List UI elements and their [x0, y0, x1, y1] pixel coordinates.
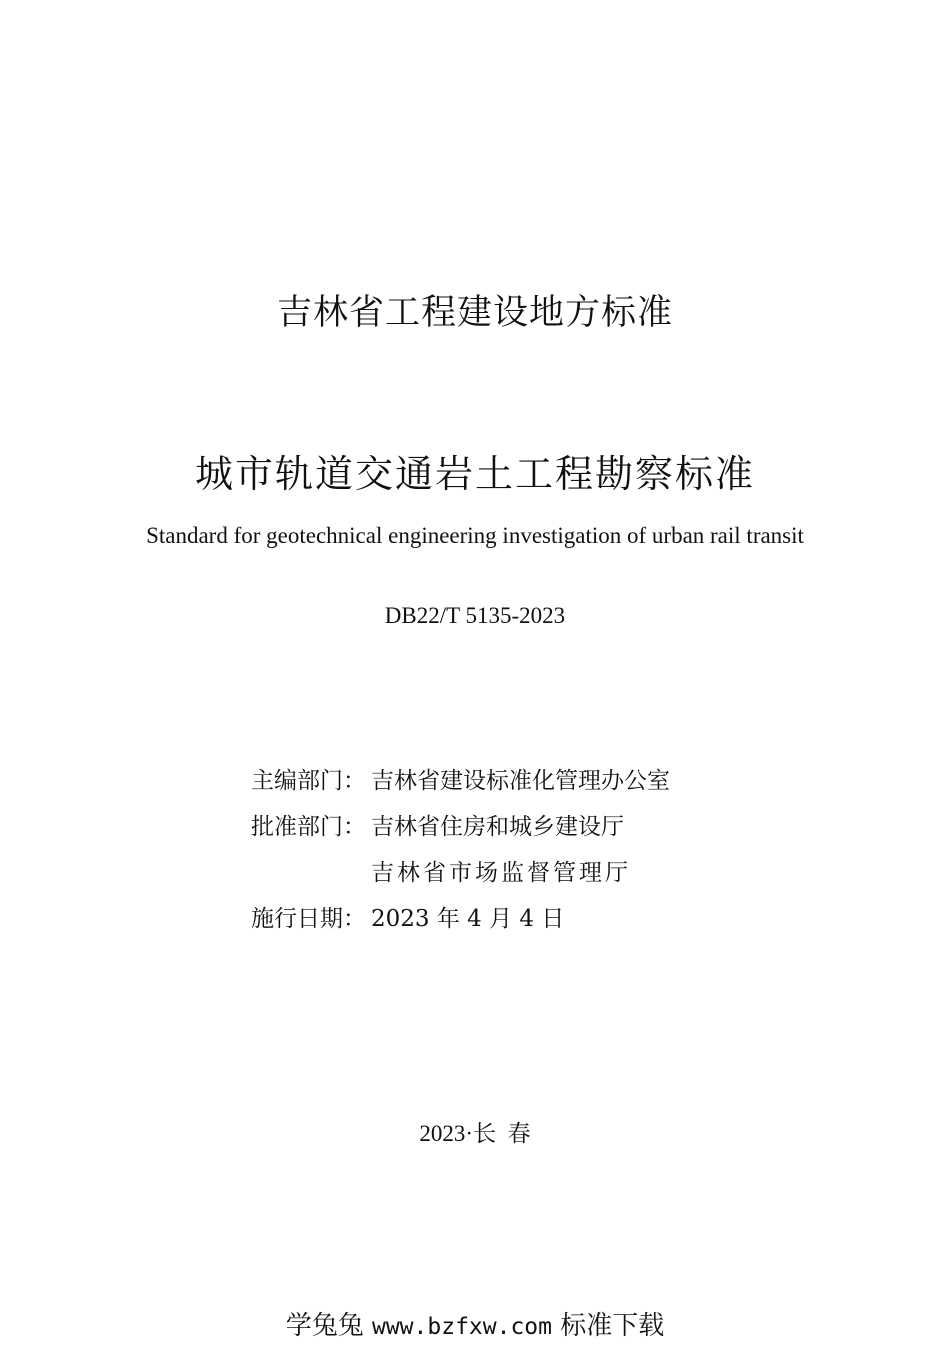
footer-site-name: 学兔兔	[285, 1311, 364, 1341]
approver-row	[251, 808, 771, 854]
standard-code: DB22/T 5135-2023	[384, 603, 566, 628]
effective-date: 2023 年 4 月 4 日	[371, 906, 565, 932]
approver-label: 批准部门：	[251, 814, 366, 840]
footer-url[interactable]: www.bzfxw.com	[371, 1314, 552, 1340]
approver-value-1: 吉林省住房和城乡建设厅	[371, 814, 624, 840]
approver-row-2	[251, 854, 771, 900]
editor-row	[251, 762, 771, 808]
date-row	[251, 900, 771, 946]
series-title: 吉林省工程建设地方标准	[276, 293, 673, 333]
date-label: 施行日期：	[251, 906, 366, 932]
footer-tagline: 标准下载	[560, 1311, 665, 1341]
document-title: 城市轨道交通岩土工程勘察标准	[194, 452, 755, 496]
editor-label: 主编部门：	[251, 768, 366, 794]
approver-value-2: 吉林省市场监督管理厅	[371, 860, 631, 886]
footer-watermark	[0, 1308, 950, 1345]
editor-value: 吉林省建设标准化管理办公室	[371, 768, 670, 794]
english-title: Standard for geotechnical engineering investigation of urban rail transit	[146, 523, 804, 548]
place-and-year: 2023·长 春	[419, 1121, 531, 1146]
publication-info	[251, 762, 771, 946]
